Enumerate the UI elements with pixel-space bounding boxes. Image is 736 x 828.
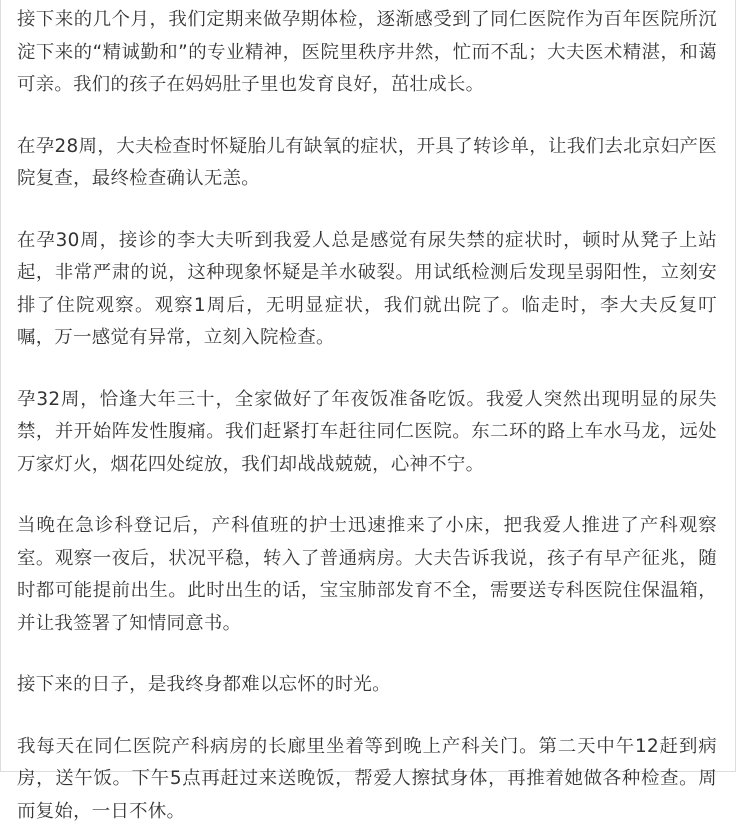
paragraph-checkups: 接下来的几个月，我们定期来做孕期体检，逐渐感受到了同仁医院作为百年医院所沉淀下来的“精诚勤和”的专业精神，医院里秩序井然，忙而不乱；大夫医术精湛，和蔼可亲。我们的孩子在妈妈肚子里也发育良好，茁壮成长。 (17, 4, 717, 102)
paragraph-emergency: 当晚在急诊科登记后，产科值班的护士迅速推来了小床，把我爱人推进了产科观察室。观察一夜后，状况平稳，转入了普通病房。大夫告诉我说，孩子有早产征兆，随时都可能提前出生。此时出生的话，宝宝肺部发育不全，需要送专科医院住保温箱，并让我签署了知情同意书。 (17, 510, 717, 640)
paragraph-week-28: 在孕28周，大夫检查时怀疑胎儿有缺氧的症状，开具了转诊单，让我们去北京妇产医院复查，最终检查确认无恙。 (17, 131, 717, 196)
paragraph-daily-routine: 我每天在同仁医院产科病房的长廊里坐着等到晚上产科关门。第二天中午12赶到病房，送午饭。下午5点再赶过来送晚饭，帮爱人擦拭身体，再推着她做各种检查。周而复始，一日不休。 (17, 731, 717, 828)
paragraph-week-32: 孕32周，恰逢大年三十，全家做好了年夜饭准备吃饭。我爱人突然出现明显的尿失禁，并开始阵发性腹痛。我们赶紧打车赶往同仁医院。东二环的路上车水马龙，远处万家灯火，烟花四处绽放，我们却战战兢兢，心神不宁。 (17, 384, 717, 482)
paragraph-unforgettable: 接下来的日子，是我终身都难以忘怀的时光。 (17, 669, 717, 702)
paragraph-week-30: 在孕30周，接诊的李大夫听到我爱人总是感觉有尿失禁的症状时，顿时从凳子上站起，非常严肃的说，这种现象怀疑是羊水破裂。用试纸检测后发现呈弱阳性，立刻安排了住院观察。观察1周后，无明显症状，我们就出院了。临走时，李大夫反复叮嘱，万一感觉有异常，立刻入院检查。 (17, 225, 717, 355)
